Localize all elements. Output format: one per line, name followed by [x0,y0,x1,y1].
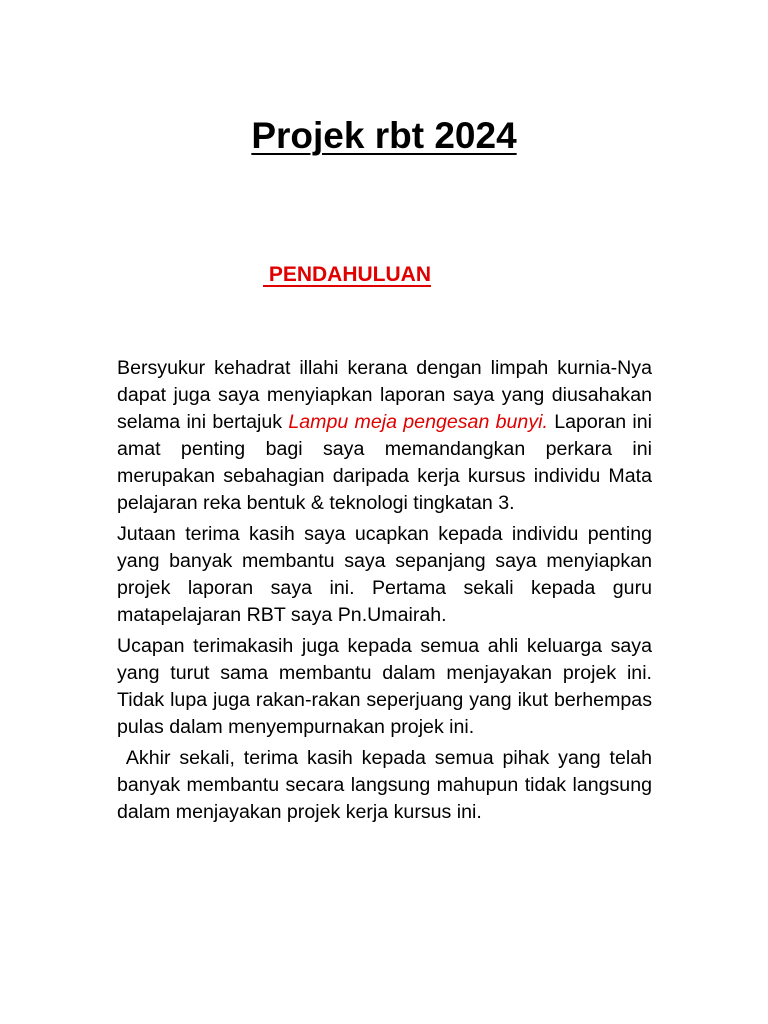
document-title: Projek rbt 2024 [251,115,517,156]
paragraph-1 [117,355,652,517]
section-heading: PENDAHULUAN [263,263,431,286]
paragraph-1-text-start: Bersyukur kehadrat illahi kerana dengan limpah kurnia-Nya dapat juga saya menyiapkan laporan saya yang diusahakan selama ini bertajuk [117,357,652,433]
body-text [117,355,658,830]
paragraph-2: Jutaan terima kasih saya ucapkan kepada individu penting yang banyak membantu saya sepanjang saya menyiapkan projek laporan saya ini. Pertama sekali kepada guru matapelajaran RBT saya Pn.Umairah. [117,523,652,626]
paragraph-1-text-end: Laporan ini amat penting bagi saya memandangkan perkara ini merupakan sebahagian daripada kerja kursus individu Mata pelajaran reka bentuk & teknologi tingkatan 3. [117,411,652,514]
paragraph-4: Akhir sekali, terima kasih kepada semua pihak yang telah banyak membantu secara langsung mahupun tidak langsung dalam menjayakan projek kerja kursus ini. [117,747,658,823]
project-title-highlight: Lampu meja pengesan bunyi. [288,411,548,433]
paragraph-3: Ucapan terimakasih juga kepada semua ahli keluarga saya yang turut sama membantu dalam menjayakan projek ini. Tidak lupa juga rakan-rakan seperjuang yang ikut berhempas pulas dalam menyempurnakan projek ini. [117,635,652,738]
